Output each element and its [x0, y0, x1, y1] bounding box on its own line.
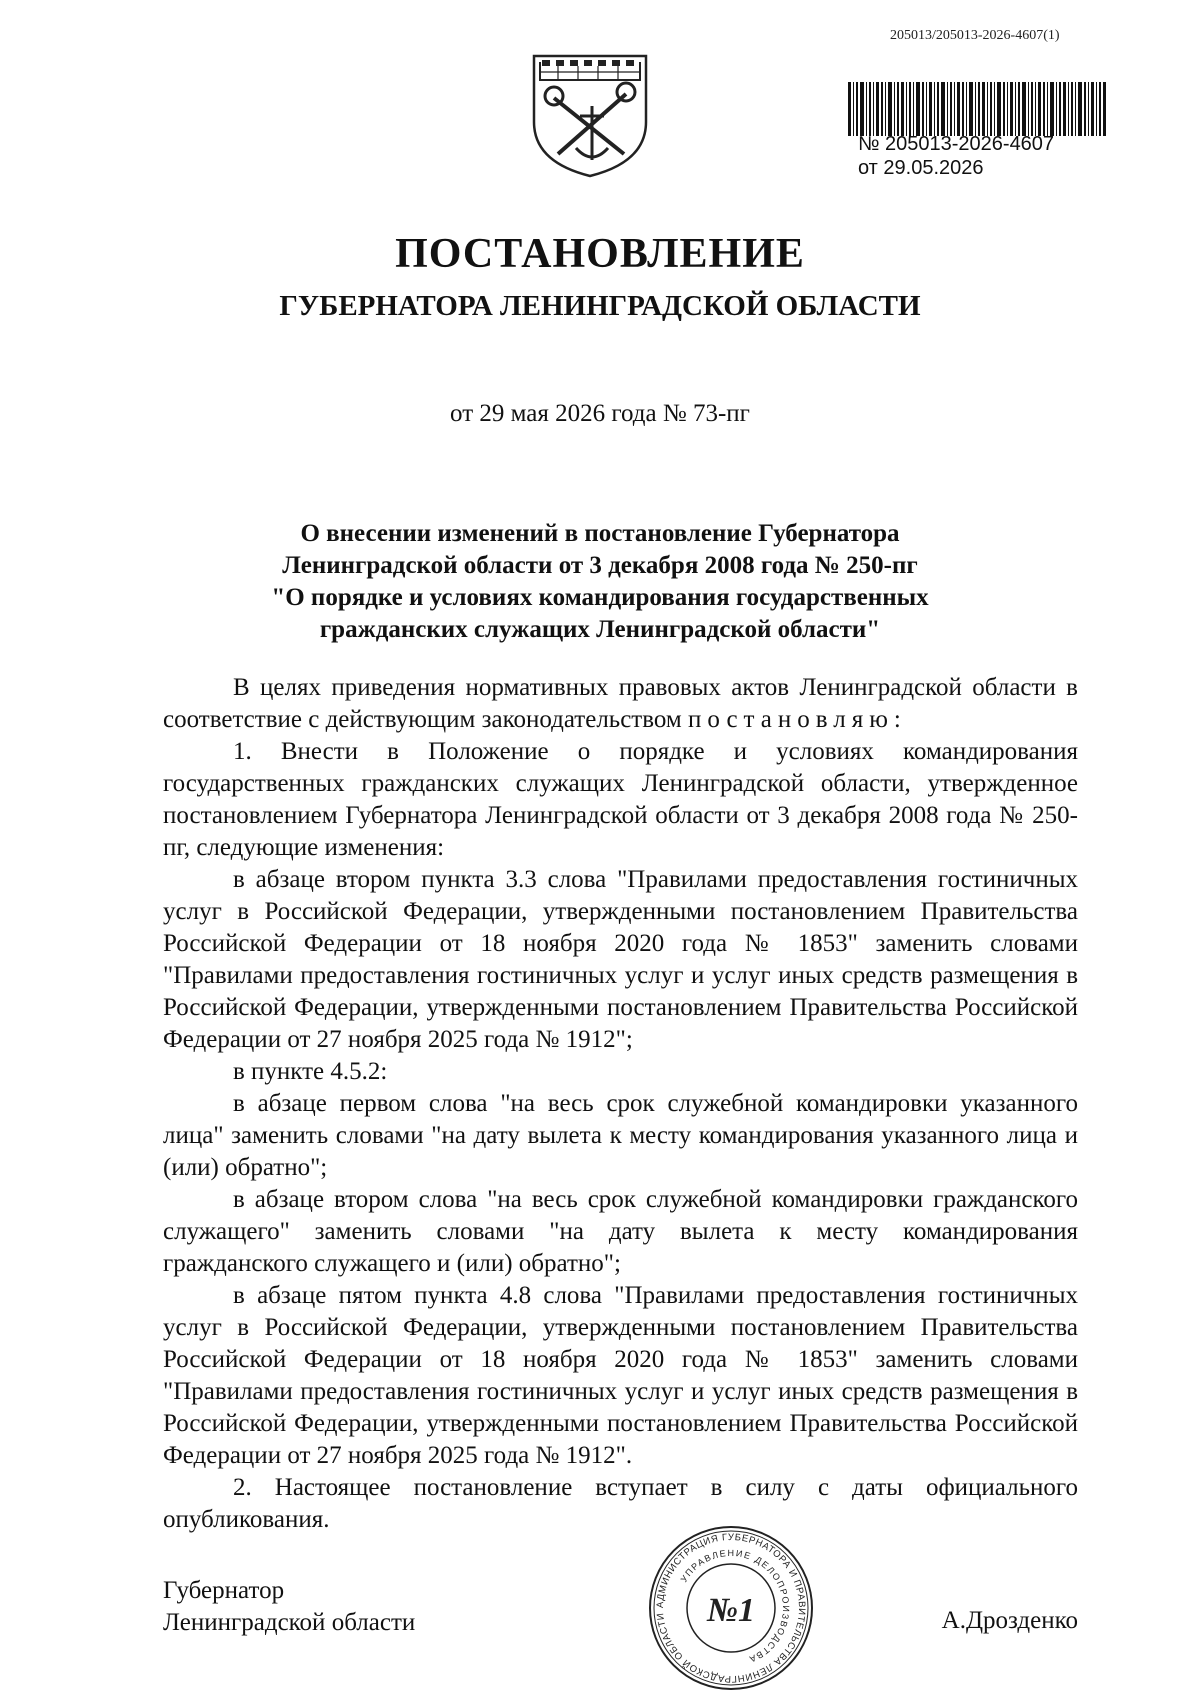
- registration-block: [858, 132, 1054, 180]
- body-paragraph: 2. Настоящее постановление вступает в силу с даты официального опубликования.: [163, 1474, 1078, 1533]
- body-paragraph: в абзаце втором слова "на весь срок служебной командировки гражданского служащего" заменить словами "на дату вылета к месту командирования гражданского служащего и (или) обратно";: [163, 1186, 1078, 1277]
- heading-line: гражданских служащих Ленинградской области": [319, 616, 881, 643]
- heading-line: О внесении изменений в постановление Губернатора: [300, 520, 900, 547]
- coat-of-arms-emblem: [528, 50, 652, 180]
- heading-line: "О порядке и условиях командирования государственных: [271, 584, 929, 611]
- top-reference: 205013/205013-2026-4607(1): [890, 28, 1060, 43]
- signatory-position: [163, 1575, 415, 1639]
- preamble-text: В целях приведения нормативных правовых актов Ленинградской области в соответствие с действующим законодательством: [163, 674, 1078, 733]
- document-date-line: от 29 мая 2026 года № 73-пг: [450, 400, 750, 427]
- signatory-position-line: Ленинградской области: [163, 1609, 416, 1636]
- seal-center-number: №1: [706, 1592, 756, 1629]
- document-subtitle: ГУБЕРНАТОРА ЛЕНИНГРАДСКОЙ ОБЛАСТИ: [279, 290, 921, 322]
- preamble-keyword: постановляю:: [687, 706, 907, 733]
- document-body: [163, 672, 1078, 1536]
- seal-ring-text: АДМИНИСТРАЦИЯ ГУБЕРНАТОРА И ПРАВИТЕЛЬСТВА ЛЕНИНГРАДСКОЙ ОБЛАСТИ: [654, 1531, 808, 1685]
- document-title: ПОСТАНОВЛЕНИЕ: [395, 231, 805, 277]
- body-paragraph: в абзаце первом слова "на весь срок служебной командировки указанного лица" заменить словами "на дату вылета к месту командирования указанного лица и (или) обратно";: [163, 1090, 1078, 1181]
- barcode: [848, 82, 1106, 136]
- signatory-name: А.Дрозденко: [941, 1607, 1078, 1634]
- signatory-position-line: Губернатор: [163, 1577, 285, 1604]
- registration-date: от 29.05.2026: [858, 157, 984, 179]
- body-paragraph: 1. Внести в Положение о порядке и условиях командирования государственных гражданских служащих Ленинградской области, утвержденное постановлением Губернатора Ленинградской области от 3 декабря 2008 года № 250-пг, следующие изменения:: [163, 738, 1078, 861]
- body-paragraph: в абзаце пятом пункта 4.8 слова "Правилами предоставления гостиничных услуг в Российской Федерации, утвержденными постановлением Правительства Российской Федерации от 18 ноября 2020 года № 1853" заменить словами "Правилами предоставления гостиничных услуг и услуг иных средств размещения в Российской Федерации, утвержденными постановлением Правительства Российской Федерации от 27 ноября 2025 года № 1912".: [163, 1282, 1078, 1469]
- heading-line: Ленинградской области от 3 декабря 2008 года № 250-пг: [282, 552, 918, 579]
- registration-number: № 205013-2026-4607: [858, 133, 1055, 155]
- preamble-paragraph: [163, 672, 1078, 736]
- body-paragraph: в пункте 4.5.2:: [233, 1058, 388, 1085]
- body-paragraph: в абзаце втором пункта 3.3 слова "Правилами предоставления гостиничных услуг в Российской Федерации, утвержденными постановлением Правительства Российской Федерации от 18 ноября 2020 года № 1853" заменить словами "Правилами предоставления гостиничных услуг и услуг иных средств размещения в Российской Федерации, утвержденными постановлением Правительства Российской Федерации от 27 ноября 2025 года № 1912";: [163, 866, 1078, 1053]
- seal-inner-ring-text: УПРАВЛЕНИЕ ДЕЛОПРОИЗВОДСТВА: [678, 1547, 792, 1665]
- official-seal-stamp: [647, 1524, 815, 1692]
- document-heading: [180, 518, 1020, 646]
